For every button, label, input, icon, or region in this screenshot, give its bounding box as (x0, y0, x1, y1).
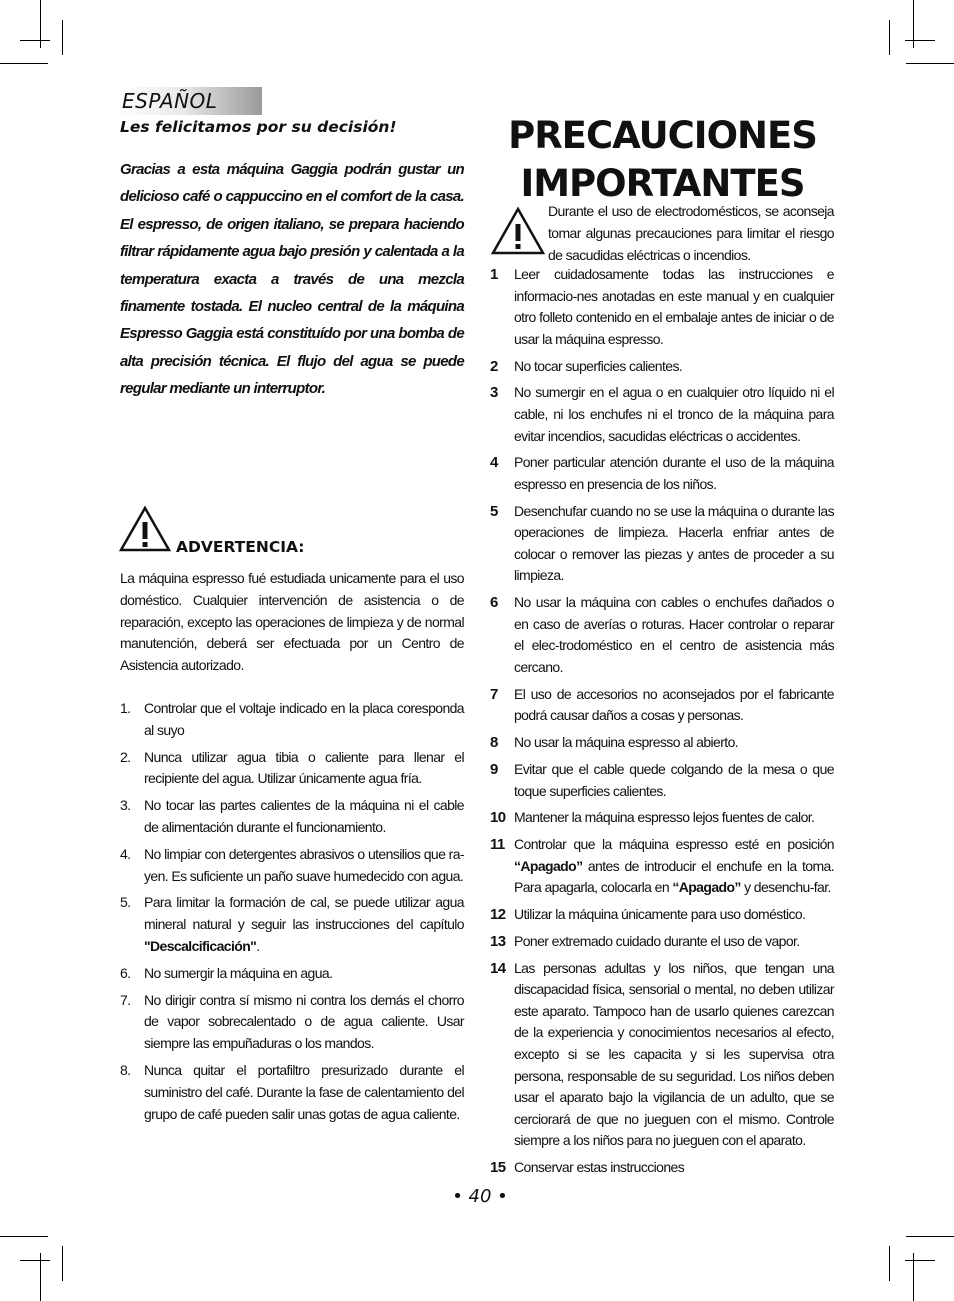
list-item: 15 Conservar estas instrucciones (490, 1159, 685, 1177)
congrats-heading: Les felicitamos por su decisión! (120, 118, 397, 136)
warning-title: ADVERTENCIA: (176, 538, 305, 556)
precautions-intro: Durante el uso de electrodomésticos, se aconseja tomar algunas precauciones para limitar el riesgo de sacudidas eléctricas o incendios. (548, 203, 834, 263)
list-item: 8. Nunca quitar el portafiltro presurizado durante el suministro del café. Durante la fase de calentamiento del grupo de café pueden salir unas gotas de agua caliente. (120, 1061, 464, 1122)
list-item: 12 Utilizar la máquina únicamente para uso doméstico. (490, 906, 806, 924)
list-item: 10 Mantener la máquina espresso lejos fuentes de calor. (490, 809, 815, 827)
list-item: 5. Para limitar la formación de cal, se puede utilizar agua mineral natural y seguir las instrucciones del capítulo "Descalcificación". (120, 894, 464, 954)
intro-paragraph: Gracias a esta máquina Gaggia podrán gustar un delicioso café o cappuccino en el comfort de la casa. El espresso, de origen italiano, se prepara haciendo filtrar rápidamente agua bajo presión y calentada a la temperatura exacta a través de una mezcla finamente tostada. El nucleo central de la máquina Espresso Gaggia está constituído por una bomba de alta precisión técnica. El flujo del agua se puede regular mediante un interruptor. (120, 161, 464, 398)
warning-icon (118, 505, 172, 553)
list-item: 1. Controlar que el voltaje indicado en la placa coresponda al suyo (120, 700, 464, 738)
list-item: 11 Controlar que la máquina espresso esté en posición “Apagado” antes de introducir el enchufe en la toma. Para apagarla, colocarla en “Apagado” y desenchu-far. (490, 836, 834, 896)
list-item: 6. No sumergir la máquina en agua. (120, 964, 333, 981)
warning-paragraph: La máquina espresso fué estudiada unicamente para el uso doméstico. Cualquier intervención de asistencia o de reparación, excepto las operaciones de limpieza y de normal manutención, deberá ser efectuada por un Centro de Asistencia autorizado. (120, 570, 464, 674)
page-title: PRECAUCIONES IMPORTANTES (508, 114, 817, 205)
list-item: 2. Nunca utilizar agua tibia o caliente para llenar el recipiente del agua. Utilizar únicamente agua fría. (120, 748, 464, 787)
list-item: 4. No limpiar con detergentes abrasivos o utensilios que ra-yen. Es suficiente un paño suave humedecido con agua. (120, 845, 464, 884)
language-tab (118, 87, 262, 115)
list-item: 3. No tocar las partes calientes de la máquina ni el cable de alimentación durante el funcionamiento. (120, 797, 464, 835)
warning-icon (490, 206, 546, 256)
language-label: ESPAÑOL (122, 89, 218, 113)
list-item: 3 No sumergir en el agua o en cualquier otro líquido ni el cable, ni los enchufes ni el tronco de la máquina para evitar incendios, sacudidas eléctricas o accidentes. (490, 384, 834, 444)
list-item: 2 No tocar superficies calientes. (490, 357, 683, 375)
list-item: 8 No usar la máquina espresso al abierto. (490, 734, 739, 752)
list-item: 4 Poner particular atención durante el uso de la máquina espresso en presencia de los niños. (490, 454, 834, 492)
list-item: 7 El uso de accesorios no aconsejados por el fabricante podrá causar daños a cosas y personas. (490, 685, 834, 724)
list-item: 9 Evitar que el cable quede colgando de la mesa o que toque superficies calientes. (490, 760, 834, 799)
warning-list (120, 698, 464, 1130)
page-number: • 40 • (452, 1186, 508, 1207)
list-item: 7. No dirigir contra sí mismo ni contra los demás el chorro de vapor sobrecalentado o de agua caliente. Usar siempre las empuñaduras o los mandos. (120, 991, 464, 1052)
precautions-list (490, 264, 834, 1184)
list-item: 14 Las personas adultas y los niños, que tengan una discapacidad física, sensorial o mental, no deben utilizar este aparato. Tampoco han de usarlo quienes carezcan de la experiencia y conocimientos necesarios al efecto, excepto si se les capacita y si les supervisa otra persona, responsable de su seguridad. Los niños deben usar el aparato bajo la vigilancia de un adulto, que se cerciorará de que no jueguen con el mismo. Controle siempre a los niños para no jueguen con el aparato. (490, 959, 834, 1149)
list-item: 13 Poner extremado cuidado durante el uso de vapor. (490, 932, 800, 950)
list-item: 1 Leer cuidadosamente todas las instrucciones e informacio-nes anotadas en este manual y en cualquier otro folleto contenido en el embalaje antes de iniciar o de usar la máquina espresso. (490, 266, 834, 347)
list-item: 5 Desenchufar cuando no se use la máquina o durante las operaciones de limpieza. Hacerla enfriar antes de colocar o remover las piezas y antes de proceder a su limpieza. (490, 502, 834, 584)
list-item: 6 No usar la máquina con cables o enchufes dañados o en caso de averías o roturas. Hacer controlar o reparar el elec-trodoméstico en el centro de asistencia más cercano. (490, 594, 834, 676)
